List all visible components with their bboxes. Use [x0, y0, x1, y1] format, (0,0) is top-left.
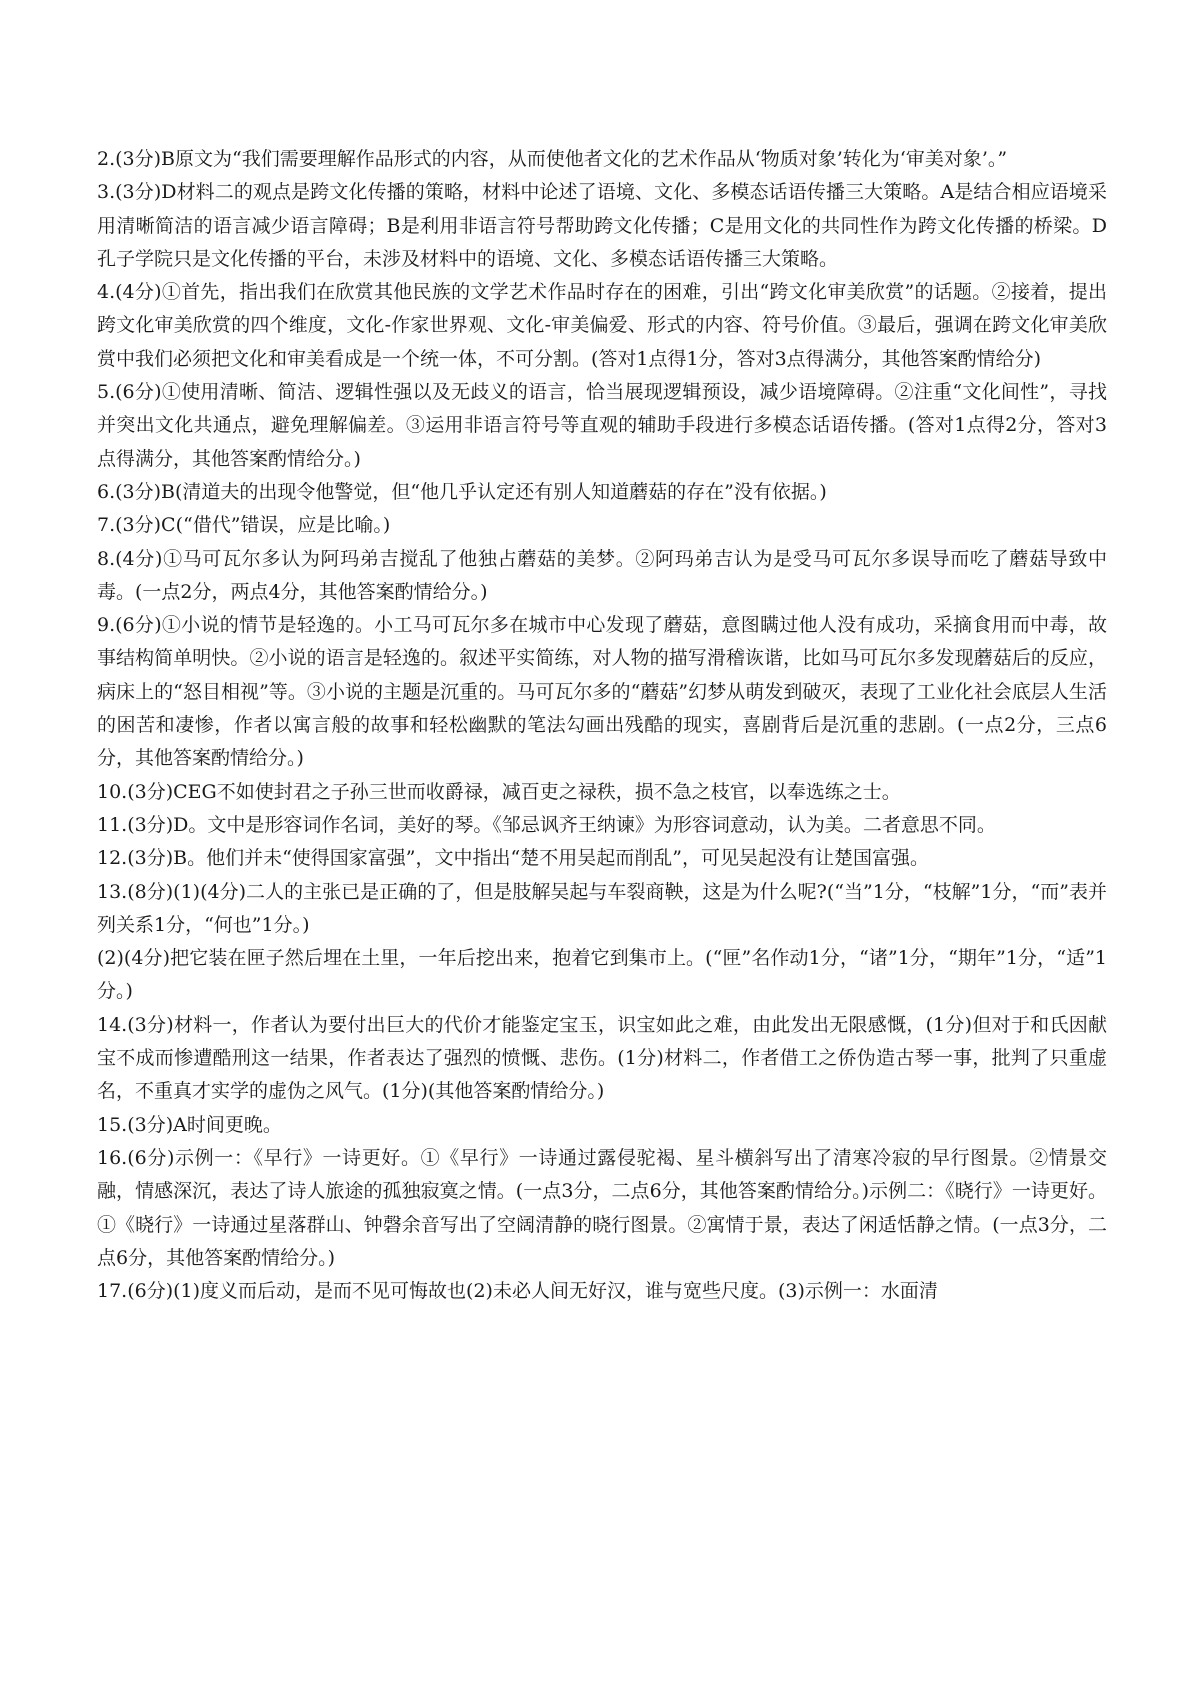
answer-q16: 16.(6分)示例一：《早行》一诗更好。①《早行》一诗通过露侵驼褐、星斗横斜写出了清寒冷寂的早行图景。②情景交融，情感深沉，表达了诗人旅途的孤独寂寞之情。(一点3分，二点6分，其他答案酌情给分。)示例二：《晓行》一诗更好。①《晓行》一诗通过星落群山、钟磬余音写出了空阔清静的晓行图景。②寓情于景，表达了闲适恬静之情。(一点3分，二点6分，其他答案酌情给分。) — [97, 1146, 1107, 1269]
answer-q10: 10.(3分)CEG不如使封君之子孙三世而收爵禄，减百吏之禄秩，损不急之枝官，以奉选练之士。 — [97, 780, 901, 803]
answer-q13-part1: 13.(8分)(1)(4分)二人的主张已是正确的了，但是肢解吴起与车裂商鞅，这是为什么呢?(“当”1分，“枝解”1分，“而”表并列关系1分，“何也”1分。) — [97, 880, 1107, 936]
answer-q3: 3.(3分)D材料二的观点是跨文化传播的策略，材料中论述了语境、文化、多模态话语传播三大策略。A是结合相应语境采用清晰简洁的语言减少语言障碍；B是利用非语言符号帮助跨文化传播；C是用文化的共同性作为跨文化传播的桥梁。D孔子学院只是文化传播的平台，未涉及材料中的语境、文化、多模态话语传播三大策略。 — [97, 181, 1107, 270]
answer-q11: 11.(3分)D。文中是形容词作名词，美好的琴。《邹忌讽齐王纳谏》为形容词意动，认为美。二者意思不同。 — [97, 813, 996, 836]
answer-q5: 5.(6分)①使用清晰、简洁、逻辑性强以及无歧义的语言，恰当展现逻辑预设，减少语境障碍。②注重“文化间性”，寻找并突出文化共通点，避免理解偏差。③运用非语言符号等直观的辅助手段进行多模态话语传播。(答对1点得2分，答对3点得满分，其他答案酌情给分。) — [97, 381, 1107, 470]
answer-q15: 15.(3分)A时间更晚。 — [97, 1113, 282, 1136]
answer-q9: 9.(6分)①小说的情节是轻逸的。小工马可瓦尔多在城市中心发现了蘑菇，意图瞒过他人没有成功，采摘食用而中毒，故事结构简单明快。②小说的语言是轻逸的。叙述平实简练，对人物的描写滑稽诙谐，比如马可瓦尔多发现蘑菇后的反应，病床上的“怒目相视”等。③小说的主题是沉重的。马可瓦尔多的“蘑菇”幻梦从萌发到破灭，表现了工业化社会底层人生活的困苦和凄惨，作者以寓言般的故事和轻松幽默的笔法勾画出残酷的现实，喜剧背后是沉重的悲剧。(一点2分，三点6分，其他答案酌情给分。) — [97, 614, 1107, 770]
answer-q2: 2.(3分)B原文为“我们需要理解作品形式的内容，从而使他者文化的艺术作品从‘物质对象’转化为‘审美对象’。” — [97, 148, 1008, 170]
answer-q4: 4.(4分)①首先，指出我们在欣赏其他民族的文学艺术作品时存在的困难，引出“跨文化审美欣赏”的话题。②接着，提出跨文化审美欣赏的四个维度，文化-作家世界观、文化-审美偏爱、形式的内容、符号价值。③最后，强调在跨文化审美欣赏中我们必须把文化和审美看成是一个统一体，不可分割。(答对1点得1分，答对3点得满分，其他答案酌情给分) — [97, 281, 1107, 370]
answer-key-body — [97, 143, 1107, 1308]
answer-q6: 6.(3分)B(清道夫的出现令他警觉，但“他几乎认定还有别人知道蘑菇的存在”没有依据。) — [97, 480, 827, 503]
answer-q14: 14.(3分)材料一，作者认为要付出巨大的代价才能鉴定宝玉，识宝如此之难，由此发出无限感慨，(1分)但对于和氏因献宝不成而惨遭酷刑这一结果，作者表达了强烈的愤慨、悲伤。(1分)材料二，作者借工之侨伪造古琴一事，批判了只重虚名，不重真才实学的虚伪之风气。(1分)(其他答案酌情给分。) — [97, 1013, 1107, 1103]
answer-q13-part2: (2)(4分)把它装在匣子然后埋在土里，一年后挖出来，抱着它到集市上。(“匣”名作动1分，“诸”1分，“期年”1分，“适”1分。) — [97, 947, 1107, 1003]
answer-q12: 12.(3分)B。他们并未“使得国家富强”，文中指出“楚不用吴起而削乱”，可见吴起没有让楚国富强。 — [97, 847, 929, 870]
answer-q17: 17.(6分)(1)度义而后动，是而不见可悔故也(2)未必人间无好汉，谁与宽些尺度。(3)示例一：水面清 — [97, 1280, 938, 1303]
answer-q7: 7.(3分)C(“借代”错误，应是比喻。) — [97, 514, 391, 537]
answer-q8: 8.(4分)①马可瓦尔多认为阿玛弟吉搅乱了他独占蘑菇的美梦。②阿玛弟吉认为是受马可瓦尔多误导而吃了蘑菇导致中毒。(一点2分，两点4分，其他答案酌情给分。) — [97, 547, 1107, 603]
